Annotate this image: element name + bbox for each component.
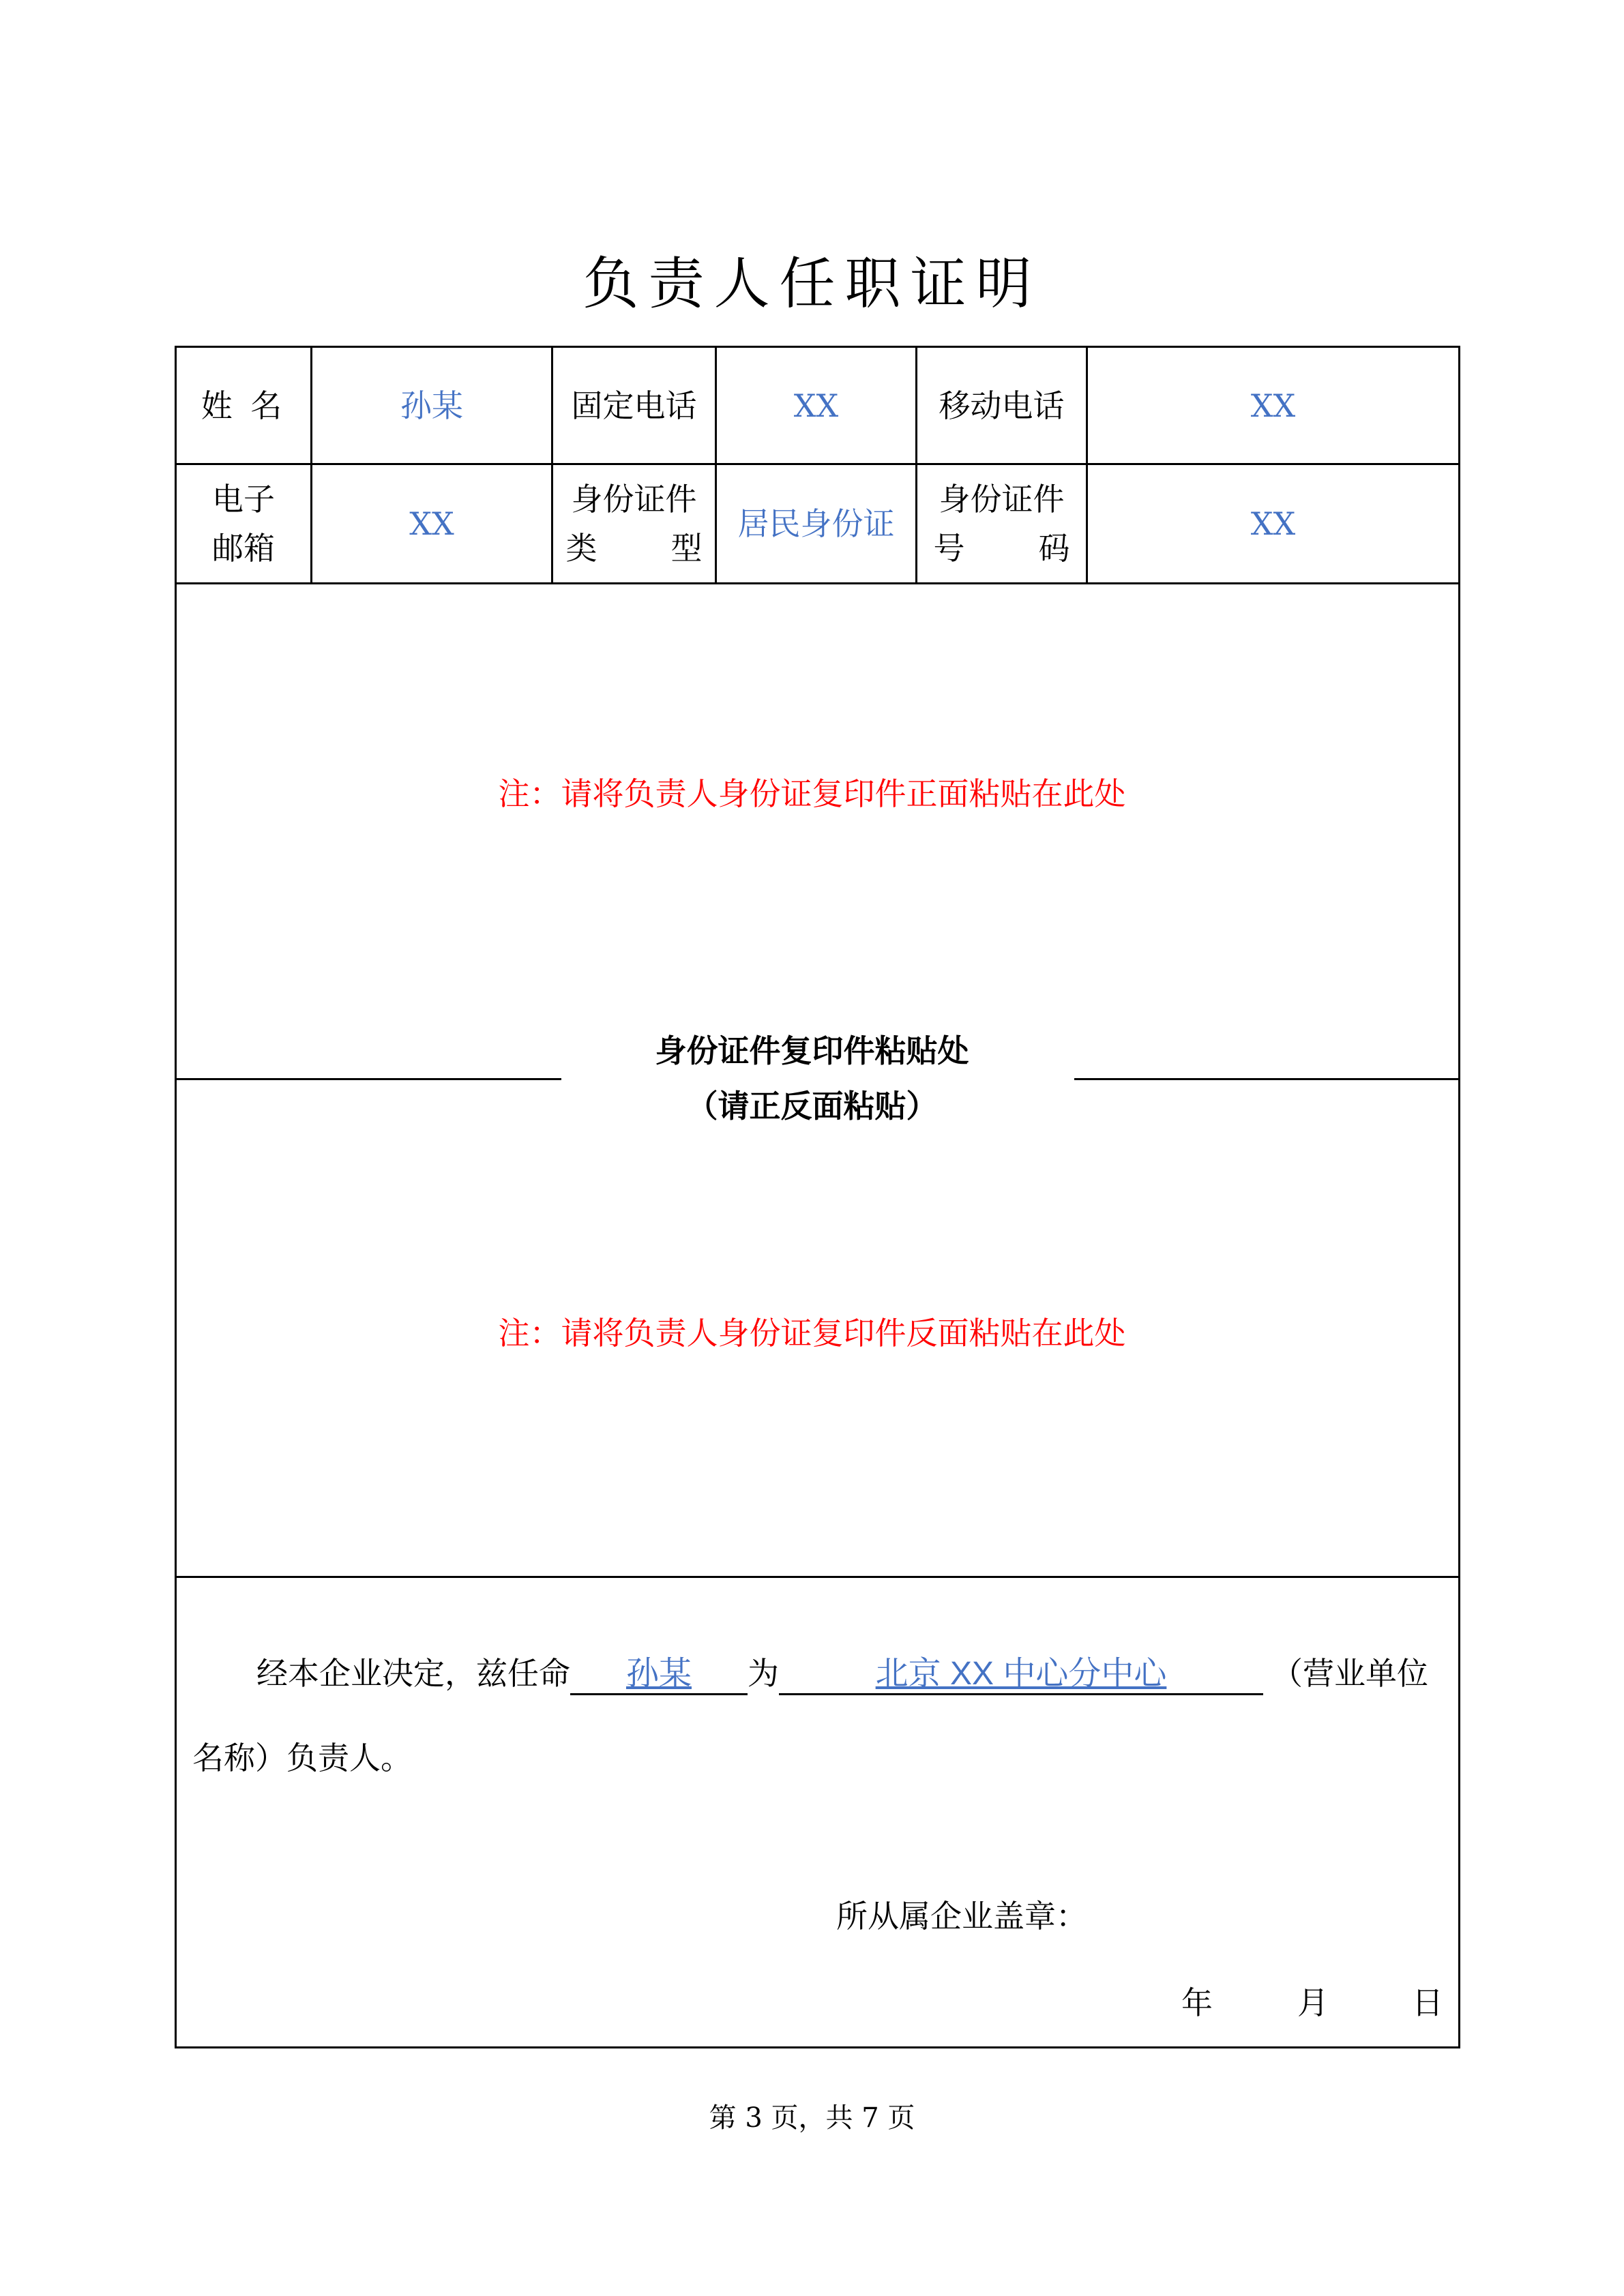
name-value[interactable] [312, 348, 551, 463]
landline-value[interactable] [717, 348, 915, 463]
back-paste-note: 注：请将负责人身份证复印件反面粘贴在此处 [498, 1315, 1126, 1352]
appointment-line1 [256, 1653, 1428, 1695]
date-year: 年 [1181, 1984, 1213, 2021]
landline-label-text: 固定电话 [571, 387, 697, 424]
mobile-value-text: XX [1250, 387, 1296, 424]
page-footer: 第 3 页，共 7 页 [709, 2102, 915, 2134]
id-number-value[interactable] [1088, 465, 1458, 582]
mobile-label [917, 348, 1086, 463]
landline-value-text: XX [793, 387, 839, 424]
email-value[interactable] [312, 465, 551, 582]
id-number-label-line2 [934, 524, 1070, 573]
paste-caption-line1: 身份证件复印件粘贴处 [655, 1032, 969, 1069]
front-paste-note: 注：请将负责人身份证复印件正面粘贴在此处 [498, 775, 1126, 812]
appointment-line2: 名称）负责人。 [192, 1740, 412, 1776]
seal-label: 所从属企业盖章： [836, 1898, 1087, 1935]
id-type-label [553, 465, 715, 582]
email-label-line2: 邮箱 [212, 530, 275, 567]
paste-divider-right [1074, 1078, 1460, 1080]
name-value-text: 孙某 [400, 387, 463, 424]
appointment-middle: 为 [748, 1655, 779, 1692]
name-label [177, 348, 310, 463]
unit-name: 北京 XX 中心分中心 [875, 1656, 1167, 1692]
date-month: 月 [1297, 1984, 1329, 2021]
appointment-divider [175, 1576, 1460, 1578]
id-type-label-line2 [566, 524, 703, 573]
id-number-value-text: XX [1250, 505, 1296, 542]
id-number-label [917, 465, 1086, 582]
appointment-suffix: （营业单位 [1271, 1655, 1428, 1692]
email-value-text: XX [409, 505, 454, 542]
id-type-label-line1: 身份证件 [571, 481, 697, 518]
id-number-label-char1: 号 [933, 530, 965, 567]
unit-name-slot[interactable] [779, 1654, 1263, 1695]
document-title: 负责人任职证明 [582, 252, 1042, 316]
id-type-value-text: 居民身份证 [737, 505, 895, 542]
mobile-value[interactable] [1088, 348, 1458, 463]
id-number-label-line1: 身份证件 [939, 481, 1065, 518]
form-frame [175, 346, 1460, 2048]
appointee-slot[interactable] [570, 1654, 748, 1695]
email-label-line1: 电子 [212, 481, 275, 518]
date-day: 日 [1412, 1984, 1443, 2021]
paste-divider-left [175, 1078, 561, 1080]
mobile-label-text: 移动电话 [939, 387, 1065, 424]
id-type-value[interactable] [717, 465, 915, 582]
paste-caption-line2: （请正反面粘贴） [686, 1088, 938, 1124]
name-label-text: 姓 名 [201, 387, 286, 424]
email-label [177, 465, 310, 582]
landline-label [553, 348, 715, 463]
appointment-prefix: 经本企业决定，兹任命 [256, 1655, 570, 1692]
appointee-name: 孙某 [625, 1656, 692, 1692]
id-number-label-char2: 码 [1038, 530, 1070, 567]
row-divider-2 [175, 582, 1460, 584]
id-type-label-char1: 类 [565, 530, 597, 567]
id-type-label-char2: 型 [670, 530, 703, 567]
